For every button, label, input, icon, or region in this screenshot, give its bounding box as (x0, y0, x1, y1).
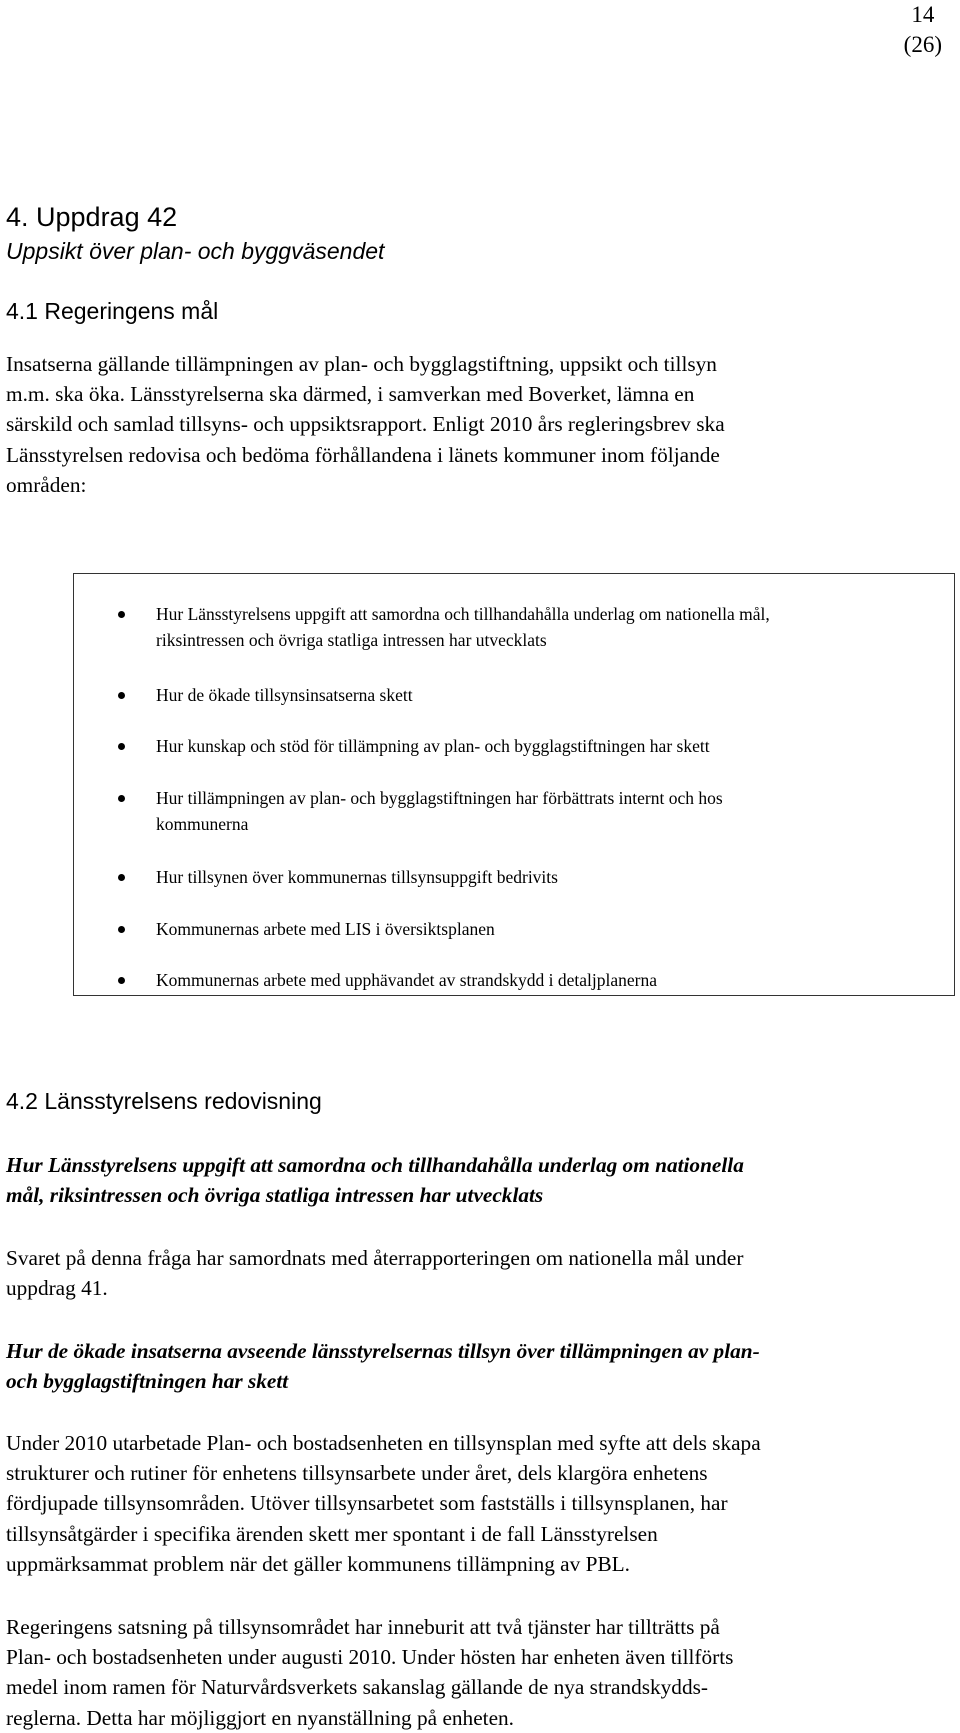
subsection-heading-4-1: 4.1 Regeringens mål (6, 298, 219, 324)
text-line: tillsynsåtgärder i specifika ärenden skett mer spontant i de fall Länsstyrelsen (6, 1521, 658, 1546)
list-item-text (118, 683, 898, 709)
text-line: Hur tillämpningen av plan- och bygglagstiftningen har förbättrats internt och hos (156, 788, 723, 808)
list-item (118, 865, 898, 891)
text-line: medel inom ramen för Naturvårdsverkets sakanslag gällande de nya strandskydds- (6, 1675, 708, 1700)
text-line: Under 2010 utarbetade Plan- och bostadsenheten en tillsynsplan med syfte att dels skapa (6, 1431, 761, 1455)
answer-paragraph (6, 1612, 936, 1733)
text-line: m.m. ska öka. Länsstyrelserna ska därmed, i samverkan med Boverket, lämna en (6, 382, 695, 407)
list-item (118, 968, 898, 994)
intro-paragraph (6, 349, 936, 500)
question-heading (6, 1336, 936, 1396)
text-line: kommunerna (156, 813, 249, 834)
text-line: reglerna. Detta har möjliggjort en nyanställning på enheten. (6, 1705, 514, 1730)
text-line: uppmärksammat problem när det gäller kommunens tillämpning av PBL. (6, 1551, 630, 1576)
list-item-text (118, 968, 898, 994)
answer-paragraph (6, 1428, 936, 1579)
bullet-icon (118, 977, 125, 984)
bullet-icon (118, 692, 125, 699)
list-item-text (118, 602, 898, 653)
areas-box (73, 573, 955, 996)
text-line: Hur de ökade tillsynsinsatserna skett (156, 685, 413, 705)
text-line: Plan- och bostadsenheten under augusti 2010. Under hösten har enheten även tillförts (6, 1645, 734, 1670)
text-line: Länsstyrelsen redovisa och bedöma förhållandena i länets kommuner inom följande (6, 442, 720, 467)
list-item-text (118, 786, 898, 837)
text-line: områden: (6, 472, 87, 497)
list-item (118, 602, 898, 653)
list-item (118, 683, 898, 709)
text-line: särskild och samlad tillsyns- och uppsiktsrapport. Enligt 2010 års regleringsbrev ska (6, 412, 725, 437)
text-line: fördjupade tillsynsområden. Utöver tillsynsarbetet som fastställs i tillsynsplanen, har (6, 1491, 728, 1516)
text-line: Kommunernas arbete med upphävandet av strandskydd i detaljplanerna (156, 970, 658, 990)
list-item-text (118, 917, 898, 943)
text-line: Kommunernas arbete med LIS i översiktsplanen (156, 919, 495, 939)
bullet-icon (118, 795, 125, 802)
text-line: uppdrag 41. (6, 1276, 108, 1301)
text-line: Svaret på denna fråga har samordnats med återrapporteringen om nationella mål under (6, 1246, 744, 1270)
question-heading (6, 1150, 936, 1210)
page-number-current: 14 (911, 2, 935, 27)
text-line: Hur tillsynen över kommunernas tillsynsuppgift bedrivits (156, 867, 558, 887)
text-line: Regeringens satsning på tillsynsområdet har inneburit att två tjänster har tillträtts på (6, 1615, 720, 1639)
page-number (904, 0, 942, 60)
list-item (118, 786, 898, 837)
text-line: Hur kunskap och stöd för tillämpning av plan- och bygglagstiftningen har skett (156, 736, 710, 756)
section-heading: 4. Uppdrag 42 (6, 202, 178, 232)
page-number-total: (26) (903, 32, 942, 57)
answer-paragraph (6, 1243, 936, 1303)
section-subheading: Uppsikt över plan- och byggväsendet (6, 238, 385, 264)
text-line: och bygglagstiftningen har skett (6, 1369, 289, 1394)
text-line: Hur de ökade insatserna avseende länsstyrelsernas tillsyn över tillämpningen av plan- (6, 1339, 760, 1363)
bullet-icon (118, 611, 125, 618)
text-line: Hur Länsstyrelsens uppgift att samordna och tillhandahålla underlag om nationella mål, (156, 604, 770, 624)
list-item (118, 917, 898, 943)
text-line: Hur Länsstyrelsens uppgift att samordna och tillhandahålla underlag om nationella (6, 1153, 744, 1177)
text-line: strukturer och rutiner för enhetens tillsynsarbete under året, dels klargöra enhetens (6, 1461, 708, 1486)
list-item-text (118, 865, 898, 891)
bullet-icon (118, 743, 125, 750)
bullet-icon (118, 874, 125, 881)
list-item-text (118, 734, 898, 760)
text-line: mål, riksintressen och övriga statliga intressen har utvecklats (6, 1183, 544, 1208)
subsection-heading-4-2: 4.2 Länsstyrelsens redovisning (6, 1088, 322, 1114)
text-line: riksintressen och övriga statliga intressen har utvecklats (156, 629, 547, 650)
bullet-icon (118, 926, 125, 933)
text-line: Insatserna gällande tillämpningen av plan- och bygglagstiftning, uppsikt och tillsyn (6, 352, 717, 376)
list-item (118, 734, 898, 760)
